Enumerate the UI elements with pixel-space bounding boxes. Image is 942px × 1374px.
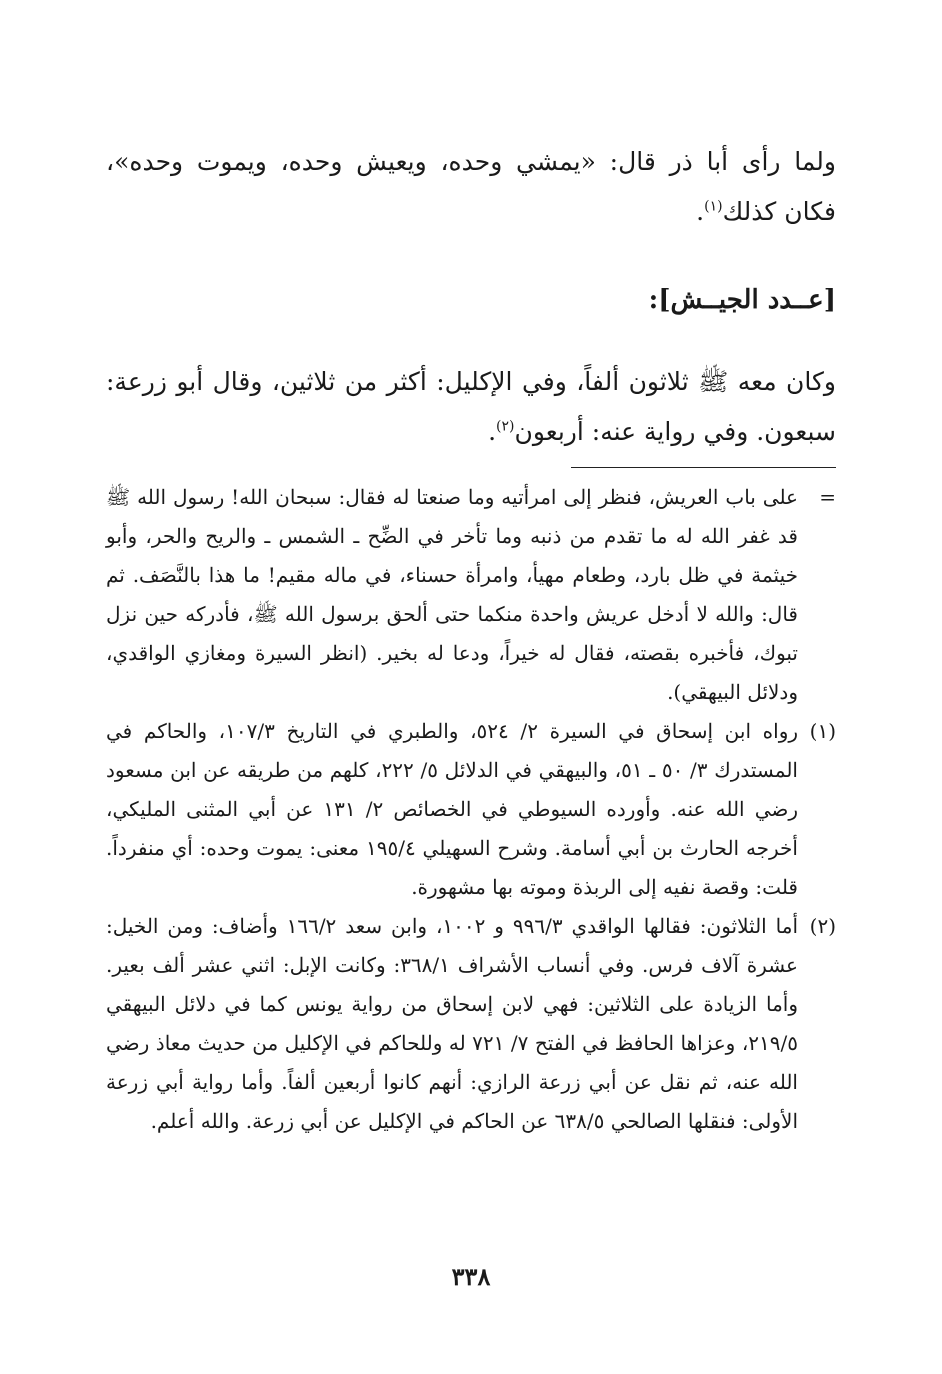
footnote-marker: (٢) xyxy=(809,914,836,938)
footnote-ref-1: (١) xyxy=(704,198,723,215)
main-paragraph-2 xyxy=(106,357,836,457)
footnote-ref-2: (٢) xyxy=(496,418,515,435)
footnote-marker: = xyxy=(819,485,836,509)
main-paragraph-1 xyxy=(106,137,836,237)
paragraph-1-text: ولما رأى أبا ذر قال: «يمشي وحده، ويعيش وحده، ويموت وحده»، فكان كذلك xyxy=(106,147,836,226)
footnote-marker: (١) xyxy=(809,719,836,743)
page-number: ٣٣٨ xyxy=(451,1262,491,1291)
footnote-text: أما الثلاثون: فقالها الواقدي ٩٩٦/٣ و ١٠٠٢، وابن سعد ١٦٦/٢ وأضاف: ومن الخيل: عشرة آلاف فرس. وفي أنساب الأشراف ٣٦٨/١: وكانت الإبل: اثني عشر ألف بعير. وأما الزيادة على الثلاثين: فهي لابن إسحاق من رواية يونس كما في دلائل البيهقي ٢١٩/٥، وعزاها الحافظ في الفتح ٧/ ٧٢١ له وللحاكم في الإكليل من حديث معاذ رضي الله عنه، ثم نقل عن أبي زرعة الرازي: أنهم كانوا أربعين ألفاً. وأما رواية أبي زرعة الأولى: فنقلها الصالحي ٦٣٨/٥ عن الحاكم في الإكليل عن أبي زرعة. والله أعلم. xyxy=(106,914,799,1133)
footnote-text: رواه ابن إسحاق في السيرة ٢/ ٥٢٤، والطبري في التاريخ ١٠٧/٣، والحاكم في المستدرك ٣/ ٥٠ ـ ٥١، والبيهقي في الدلائل ٥/ ٢٢٢، كلهم من طريقه عن ابن مسعود رضي الله عنه. وأورده السيوطي في الخصائص ٢/ ١٣١ عن أبي المثنى المليكي، أخرجه الحارث بن أبي أسامة. وشرح السهيلي ١٩٥/٤ معنى: يموت وحده: أي منفرداً. قلت: وقصة نفيه إلى الربذة وموته بها مشهورة. xyxy=(106,719,799,899)
section-heading: [عــدد الجيــش]: xyxy=(648,285,836,315)
footnotes-section xyxy=(106,478,836,1141)
footnote-divider xyxy=(571,467,836,468)
footnote-text: على باب العريش، فنظر إلى امرأتيه وما صنعتا له فقال: سبحان الله! رسول الله ﷺ قد غفر الله له ما تقدم من ذنبه وما تأخر في الضِّح ـ الشمس ـ والريح والحر، وأبو خيثمة في ظل بارد، وطعام مهيأ، وامرأة حسناء، في ماله مقيم! ما هذا بالنَّصَف. ثم قال: والله لا أدخل عريش واحدة منكما حتى ألحق برسول الله ﷺ، فأدركه حين نزل تبوك، فأخبره بقصته، فقال له خيراً، ودعا له بخير. (انظر السيرة ومغازي الواقدي، ودلائل البيهقي). xyxy=(106,485,798,704)
footnote-2 xyxy=(106,907,836,1141)
footnote-continuation xyxy=(106,478,836,712)
paragraph-2-text: وكان معه ﷺ ثلاثون ألفاً، وفي الإكليل: أكثر من ثلاثين، وقال أبو زرعة: سبعون. وفي رواية عنه: أربعون xyxy=(106,367,836,446)
paragraph-2-tail: . xyxy=(488,417,497,446)
footnote-1 xyxy=(106,712,836,907)
paragraph-1-tail: . xyxy=(696,197,705,226)
